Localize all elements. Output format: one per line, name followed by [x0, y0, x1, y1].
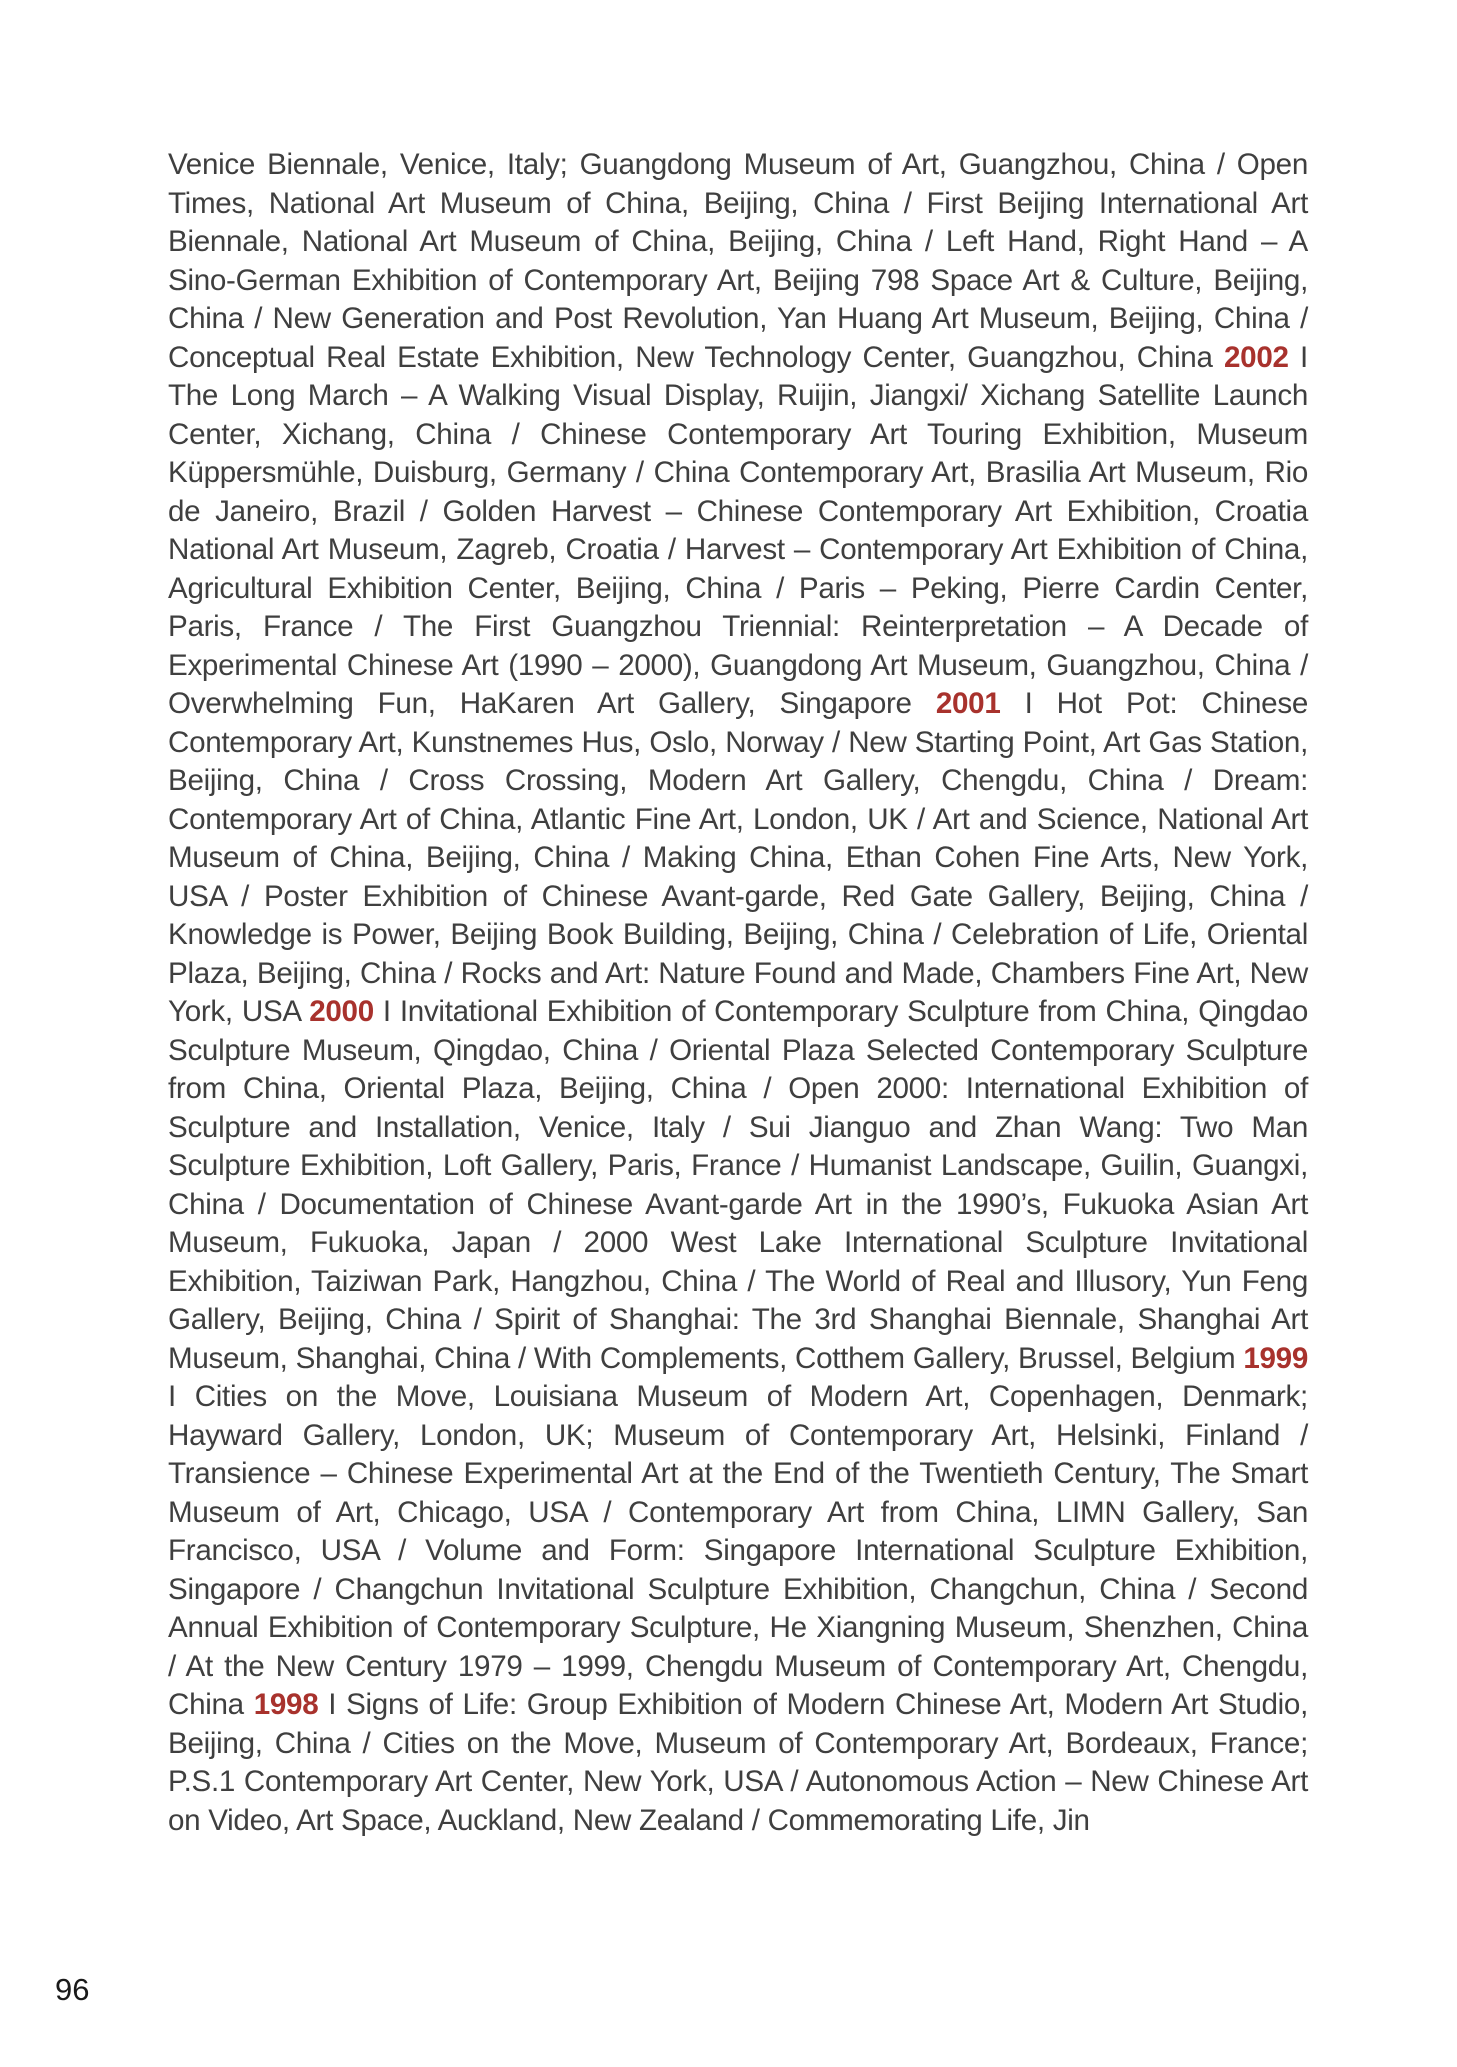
text-segment-2000: Invitational Exhibition of Contemporary Sculpture from China, Qingdao Sculpture Museum, Qingdao, China / Oriental Plaza Selected Contemporary Sculpture from China, Oriental Plaza, Beijing, China / Open 2000: International Exhibition of Sculpture and Installation, Venice, Italy / Sui Jianguo and Zhan Wang: Two Man Sculpture Exhibition, Loft Gallery, Paris, France / Humanist Landscape, Guilin, Guangxi, China / Documentation of Chinese Avant-garde Art in the 1990’s, Fukuoka Asian Art Museum, Fukuoka, Japan / 2000 West Lake International Sculpture Invitational Exhibition, Taiziwan Park, Hangzhou, China / The World of Real and Illusory, Yun Feng Gallery, Beijing, China / Spirit of Shanghai: The 3rd Shanghai Biennale, Shanghai Art Museum, Shanghai, China / With Complements, Cotthem Gallery, Brussel, Belgium	[168, 995, 1308, 1375]
year-heading-2000: 2000	[309, 995, 374, 1028]
text-segment-intro: Venice Biennale, Venice, Italy; Guangdong Museum of Art, Guangzhou, China / Open Times, National Art Museum of China, Beijing, China / First Beijing International Art Biennale, National Art Museum of China, Beijing, China / Left Hand, Right Hand – A Sino-German Exhibition of Contemporary Art, Beijing 798 Space Art & Culture, Beijing, China / New Generation and Post Revolution, Yan Huang Art Museum, Beijing, China / Conceptual Real Estate Exhibition, New Technology Center, Guangzhou, China	[168, 148, 1308, 374]
text-segment-2002: The Long March – A Walking Visual Display, Ruijin, Jiangxi/ Xichang Satellite Launch Center, Xichang, China / Chinese Contemporary Art Touring Exhibition, Museum Küppersmühle, Duisburg, Germany / China Contemporary Art, Brasilia Art Museum, Rio de Janeiro, Brazil / Golden Harvest – Chinese Contemporary Art Exhibition, Croatia National Art Museum, Zagreb, Croatia / Harvest – Contemporary Art Exhibition of China, Agricultural Exhibition Center, Beijing, China / Paris – Peking, Pierre Cardin Center, Paris, France / The First Guangzhou Triennial: Reinterpretation – A Decade of Experimental Chinese Art (1990 – 2000), Guangdong Art Museum, Guangzhou, China / Overwhelming Fun, HaKaren Art Gallery, Singapore	[168, 379, 1308, 720]
text-segment-1999: Cities on the Move, Louisiana Museum of Modern Art, Copenhagen, Denmark; Hayward Gallery, London, UK; Museum of Contemporary Art, Helsinki, Finland / Transience – Chinese Experimental Art at the End of the Twentieth Century, The Smart Museum of Art, Chicago, USA / Contemporary Art from China, LIMN Gallery, San Francisco, USA / Volume and Form: Singapore International Sculpture Exhibition, Singapore / Changchun Invitational Sculpture Exhibition, Changchun, China / Second Annual Exhibition of Contemporary Sculpture, He Xiangning Museum, Shenzhen, China / At the New Century 1979 – 1999, Chengdu Museum of Contemporary Art, Chengdu, China	[168, 1380, 1308, 1721]
year-heading-2001: 2001	[935, 687, 1001, 720]
year-separator: I	[168, 1380, 176, 1413]
page-number: 96	[55, 1972, 90, 2007]
text-segment-2001: Hot Pot: Chinese Contemporary Art, Kunstnemes Hus, Oslo, Norway / New Starting Point, Art Gas Station, Beijing, China / Cross Crossing, Modern Art Gallery, Chengdu, China / Dream: Contemporary Art of China, Atlantic Fine Art, London, UK / Art and Science, National Art Museum of China, Beijing, China / Making China, Ethan Cohen Fine Arts, New York, USA / Poster Exhibition of Chinese Avant-garde, Red Gate Gallery, Beijing, China / Knowledge is Power, Beijing Book Building, Beijing, China / Celebration of Life, Oriental Plaza, Beijing, China / Rocks and Art: Nature Found and Made, Chambers Fine Art, New York, USA	[168, 687, 1308, 1028]
year-heading-2002: 2002	[1224, 340, 1289, 374]
text-segment-1998: Signs of Life: Group Exhibition of Modern Chinese Art, Modern Art Studio, Beijing, China / Cities on the Move, Museum of Contemporary Art, Bordeaux, France; P.S.1 Contemporary Art Center, New York, USA / Autonomous Action – New Chinese Art on Video, Art Space, Auckland, New Zealand / Commemorating Life, Jin	[168, 1688, 1308, 1837]
year-separator: I	[1300, 340, 1308, 374]
year-separator: I	[328, 1688, 337, 1721]
exhibition-list-text	[168, 146, 1308, 1840]
year-heading-1999: 1999	[1243, 1341, 1308, 1375]
year-heading-1998: 1998	[253, 1688, 319, 1721]
year-separator: I	[382, 995, 391, 1028]
year-separator: I	[1024, 687, 1033, 720]
